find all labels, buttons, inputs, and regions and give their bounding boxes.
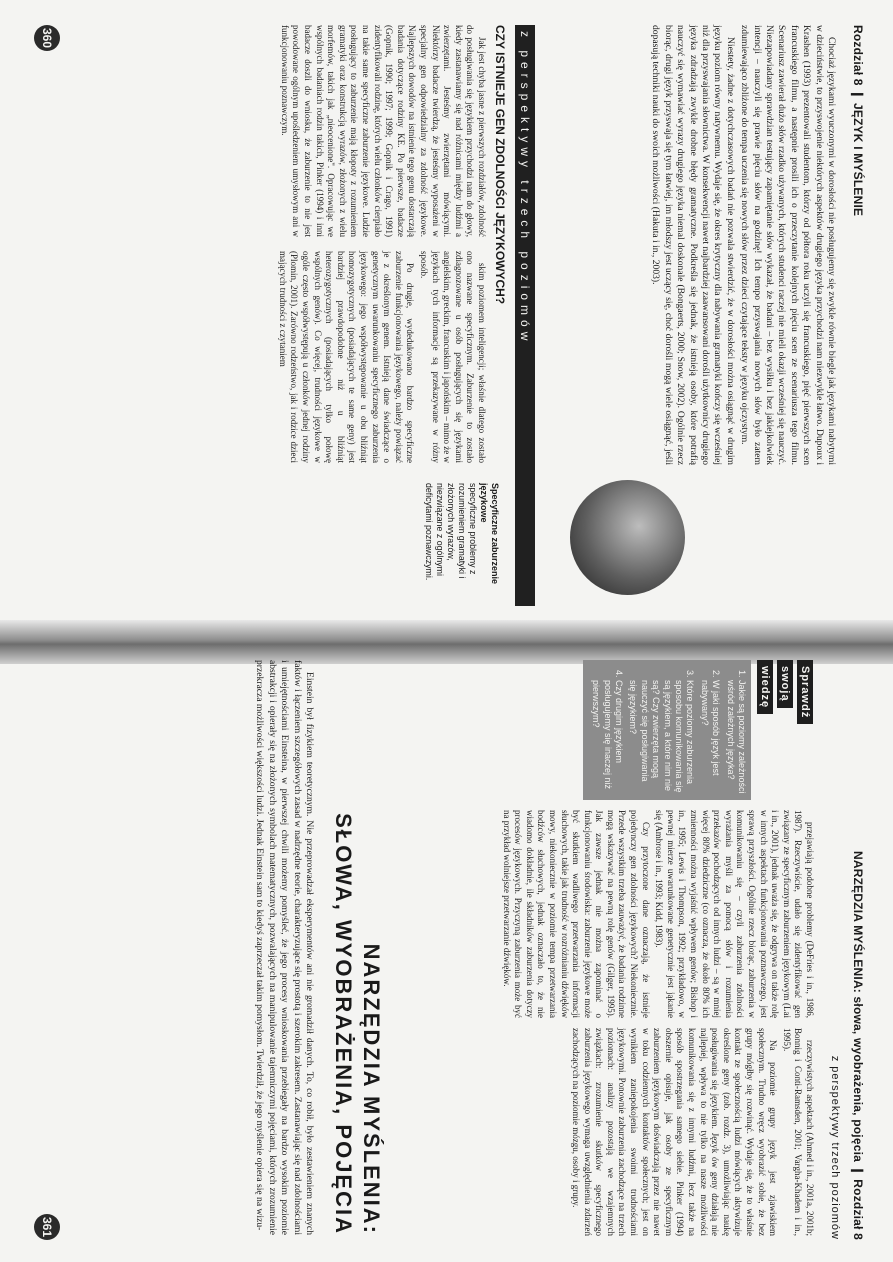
right-column-2-text-b: Na poziomie grupy język jest zjawiskiem społecznym. Trudno wręcz wyobrazić sobie, że bez grupy mógłby się rozwinąć. Wydaje się, że to właśnie kontakt ze społecznością ludzi mówiących aktywizuje określone geny (zob. rozdz. 3), umożliwiając naukę posługiwania się językiem. Język ów geny działają nie najlepiej, wpływa to nie tylko na nasze możliwości komunikowania się z innymi ludźmi, lecz także na sposób spostrzegania samego siebie. Pinker (1994) obszernie opisuje, jak osoby ze specyficznym zaburzeniem językowym doświadczają przez nie nawet w toku codziennych kontaktów społecznych; jest on wynikiem zaniepokojenia swoimi trudnościami językowymi. Ponownie zaburzenia zachodzące na trzech poziomach: analizy pozostają we wzajemnych związkach: zrozumienie skutków specyficznego zaburzenia językowego wymaga uwzględnienia zdarzeń zachodzących na poziomie mózgu, osoby i grupy. <box>571 1028 779 1236</box>
chapter-section-title <box>329 660 385 1235</box>
chapter-section-title-line-1: NARZĘDZIA MYŚLENIA: <box>359 943 384 1235</box>
section-bar-three-levels: z perspektywy trzech poziomów <box>515 25 535 606</box>
decorative-photo <box>570 480 685 595</box>
check-knowledge-item: 2. W jaki sposób język jest nabywany? <box>698 680 721 794</box>
page-360 <box>20 25 865 605</box>
closing-paragraph-text: Einstein był fizykiem teoretycznym. Nie przeprowadzał eksperymentów ani nie gromadził danych. To, co robił, było zestawieniem znanych faktów i łączeniem szczegółowych zasad w nadrzędne teorie, charakteryzujące się prostotą i szerokim zakresem. Zastanawiając się nad zdolnościami i umiejętnościami Einsteina, w pierwszej chwili możemy pomyśleć, że jego procesy wnioskowania przebiegały na bardzo wysokim poziomie abstrakcji i opierały się na złożonych symbolach matematycznych, pozwalających na manipulowanie tajemniczymi pojęciami, których zrozumienie przekracza możliwości większości ludzi. Jednak Einstein sam to kiedyś zaprzeczał takim pomysłom. Twierdził, że jego myślenie opiera się na wizu- <box>254 660 315 1235</box>
running-head-right: NARZĘDZIA MYŚLENIA: słowa, wyobrażenia, pojęcia ❙ Rozdział 8 <box>851 850 865 1240</box>
column-1 <box>276 25 487 237</box>
section-heading: CZY ISTNIEJE GEN ZDOLNOŚCI JĘZYKOWYCH? <box>493 25 507 305</box>
check-knowledge-item: 4. Czy drugim językiem posługujemy się inaczej niż pierwszym? <box>590 680 624 794</box>
column-2-text-b: Po drugie, wydedukowano bardzo specyficzne zaburzenie funkcjonowania językowego, należy powiązać je z określonym genem. Istnieją dane świadczące o genetycznym uwarunkowaniu specyficznego zaburzenia językowego: jego współwystępowanie u obu bliźniąt homozygotycznych (posiadających te same geny) jest bardziej prawdopodobne niż u bliźniąt heterozygotycznych (posiadających tylko połowę wspólnych genów). Co więcej, trudności językowe w ogóle często współwystępują u członków jednej rodziny (Plomin, 2001). Zarówno rodzeństwo, jak i rodzice dzieci mających trudności z czytaniem <box>277 251 416 463</box>
right-column-2-text-a: rzeczywistych aspektach (Ahmed i in., 2001a, 2001b; Bonnig i Conti-Ramsden, 2001; Vargha-Khadem i in., 1995). <box>781 1028 815 1236</box>
page-361 <box>20 660 865 1240</box>
check-knowledge-list <box>583 660 751 800</box>
sidebar-term-body: specyficzne problemy z rozumieniem gramatyki i złożonych wyrazów, niezwiązane z ogólnymi deficytami poznawczymi. <box>424 483 478 581</box>
intro-text <box>647 25 837 465</box>
closing-paragraph <box>251 660 315 1235</box>
column-2 <box>274 251 487 463</box>
page-number-361: 361 <box>34 1214 60 1240</box>
right-column-2 <box>568 1028 815 1236</box>
column-2-text-a: skim poziomem inteligencji; właśnie dlatego zostało ono nazwane specyficznym. Zaburzenie to zostało zdiagnozowane u osób posługujących się językami angielskim, greckim, francuskim i japońskim – mimo że w językach tych informacje są przekazywane w różny sposób. <box>419 251 487 463</box>
running-head-left: Rozdział 8 ❙ JĘZYK I MYŚLENIE <box>851 25 865 217</box>
page-number-360: 360 <box>34 25 60 51</box>
book-gutter <box>0 620 893 664</box>
intro-paragraph-1: Chociaż językami wyuczonymi w dorosłości nie posługujemy się zwykle równie biegle jak językami nabytymi w dzieciństwie, to przyswojenie niektórych aspektów drugiego języka przychodzi nam niezwykle łatwo. Dupoux i Krashen (1993) prezentowali studentom, którzy od półtora roku uczyli się francuskiego, pięć pierwszych scen francuskiego filmu, a następnie prosili ich o przeczytanie kolejnych pięciu scen ze scenariusza tego filmu. Scenariusz zawierał dużo słów rzadko używanych, których studenci raczej nie mieli okazji wcześniej się nauczyć. Niezapowiadany sprawdzian testujący zapamiętanie słów wykazał, że badani – bez wysiłku i bez jakiejkolwiek intencji – nauczyli się prawie pięciu słów na godzinę! Ich tempo przyswajania nowych słów było zatem zdumiewająco zbliżone do tempa uczenia się nowych słów przez dzieci czytające teksty w języku ojczystym. <box>739 25 837 465</box>
chapter-section-title-line-2: SŁOWA, WYOBRAŻENIA, POJĘCIA <box>331 813 356 1235</box>
column-1-text: Jak jest chyba jasne z pierwszych rozdziałów, zdolność do posługiwania się językiem przychodzi nam do głowy, kiedy zastanawiamy się nad różnicami między ludźmi a zwierzętami. Jesteśmy zwierzętami mówiącymi. Niektórzy badacze twierdzą, że jesteśmy wyposażeni w specjalny gen odpowiedzialny za zdolność językowe. Najlepszych dowodów na istnienie tego genu dostarczają badania dotyczące rodziny KE. Po pierwsze, badacze (Gopnik, 1990; 1997; 1999; Gopnik i Crago, 1991) zidentyfikowali rodzinę, których wielu członków cierpiało na takie same specyficzne zaburzenie językowe. Ludzie posługujący to zaburzenie mają kłopoty z rozumieniem gramatyki oraz konstrukcją wyrazów, złożonych z wielu morfemów, takich jak „nieocenione". Opracowując we wspólnych badaniach rodzin takich, Pinker (1994) i inni badacze doszli do wniosku, że zaburzenie to nie jest powodowane ogólnym upośledzeniem umysłowym ani w funkcjonowaniu poznawczym. <box>279 25 487 237</box>
right-column-1-text-b: Czy przytoczone dane oznaczają, że istnieje pojedynczy gen zdolności językowych? Niekoniecznie. Przede wszystkim trzeba zauważyć, że badania rodzinne mogą wskazywać na pewną rolę genów (Gilger, 1995). Jak zawsze jednak nie można zapominać o funkcjonowaniu środowiska: zaburzenie językowe może być skutkiem wadliwego przetwarzania informacji słuchowych, takie jak trudność w rozróżnianiu dźwięków mowy, niekoniecznie w poziomie tempa przetwarzania bodźców słuchowych, jednak oznaczało to, że nie wiadomo dokładnie, ile składników zaburzenia dotyczy procesów językowych. Przyczyną zaburzenia może być na przykład wolniejsze przetwarzanie dźwięków. <box>501 810 651 1018</box>
right-column-1-text-a: przejawiają podobne problemy (DeFries i in., 1986, 1987). Rzeczywiście, udało się zidentyfikować gen związany ze specyficznym zaburzeniem językowym (Lai i in., 2001), jednak uważa się, że odgrywa on także rolę w innych aspektach funkcjonowania poznawczego, jest sprawą przyszłości. Ogólnie rzecz biorąc, zaburzenia w komunikowaniu się – czyli zaburzenia zdolności wyrażania myśli za pomocą słów i rozumienia przekazów pochodzących od innych ludzi – są w mniej więcej 80% dziedziczne (co oznacza, że około 80% ich zmienności można wyjaśnić wpływem genów; Bishop i in., 1995; Lewis i Thompson, 1992; przykładowo, w pewnej mierze uwarunkowane genetycznie jest jąkanie się (Ambrose i in., 1993; Kidd, 1983). <box>654 810 815 1018</box>
check-knowledge-tag-2: swoją <box>777 660 793 708</box>
sidebar-term-title: Specyficzne zaburzenie językowe <box>479 483 500 585</box>
intro-paragraph-2: Niestety, żadne z dotychczasowych badań nie pozwala stwierdzić, że w dorosłości można osiągnąć w drugim języku poziom równy natywnemu. Wydaje się, że okres krytyczny dla nabywania gramatyki kończy się wcześniej niż dla przyswajania słownictwa. W konsekwencji nawet najbardziej zaawansowani dorośli użytkownicy drugiego języka zdradzają zwykle drobne błędy gramatyczne. Podkreśla się jednak, że istnieją osoby, które potrafią nauczyć się wymawiać wyrazy drugiego języka niemal doskonale (Bongaerts, 2000; Snow, 2002). Ogólnie rzecz biorąc, drugi język przyswaja się tym łatwiej, im młodszy jest uczący się, choć dorośli mogą wiele osiągnąć, jeśli dopasują techniki nauki do swoich możliwości (Hakuta i in., 2003). <box>650 25 736 465</box>
check-knowledge-box <box>583 660 815 800</box>
check-knowledge-item: 3. Które poziomy zaburzenia sposobu komunikowania się są językiem, a które nim nie są? Czy zwierzęta mogą nauczyć się posługiwania się językiem? <box>627 680 695 794</box>
right-column-1 <box>498 810 815 1018</box>
check-knowledge-tag-3: wiedzę <box>757 660 773 714</box>
check-knowledge-item: 1. Jakie są poziomy zależności wśród zależnych języka? <box>724 680 747 794</box>
sidebar-term <box>423 483 500 601</box>
section-label-three-levels: z perspektywy trzech poziomów <box>829 1055 841 1240</box>
check-knowledge-tag-1: Sprawdź <box>797 660 813 724</box>
